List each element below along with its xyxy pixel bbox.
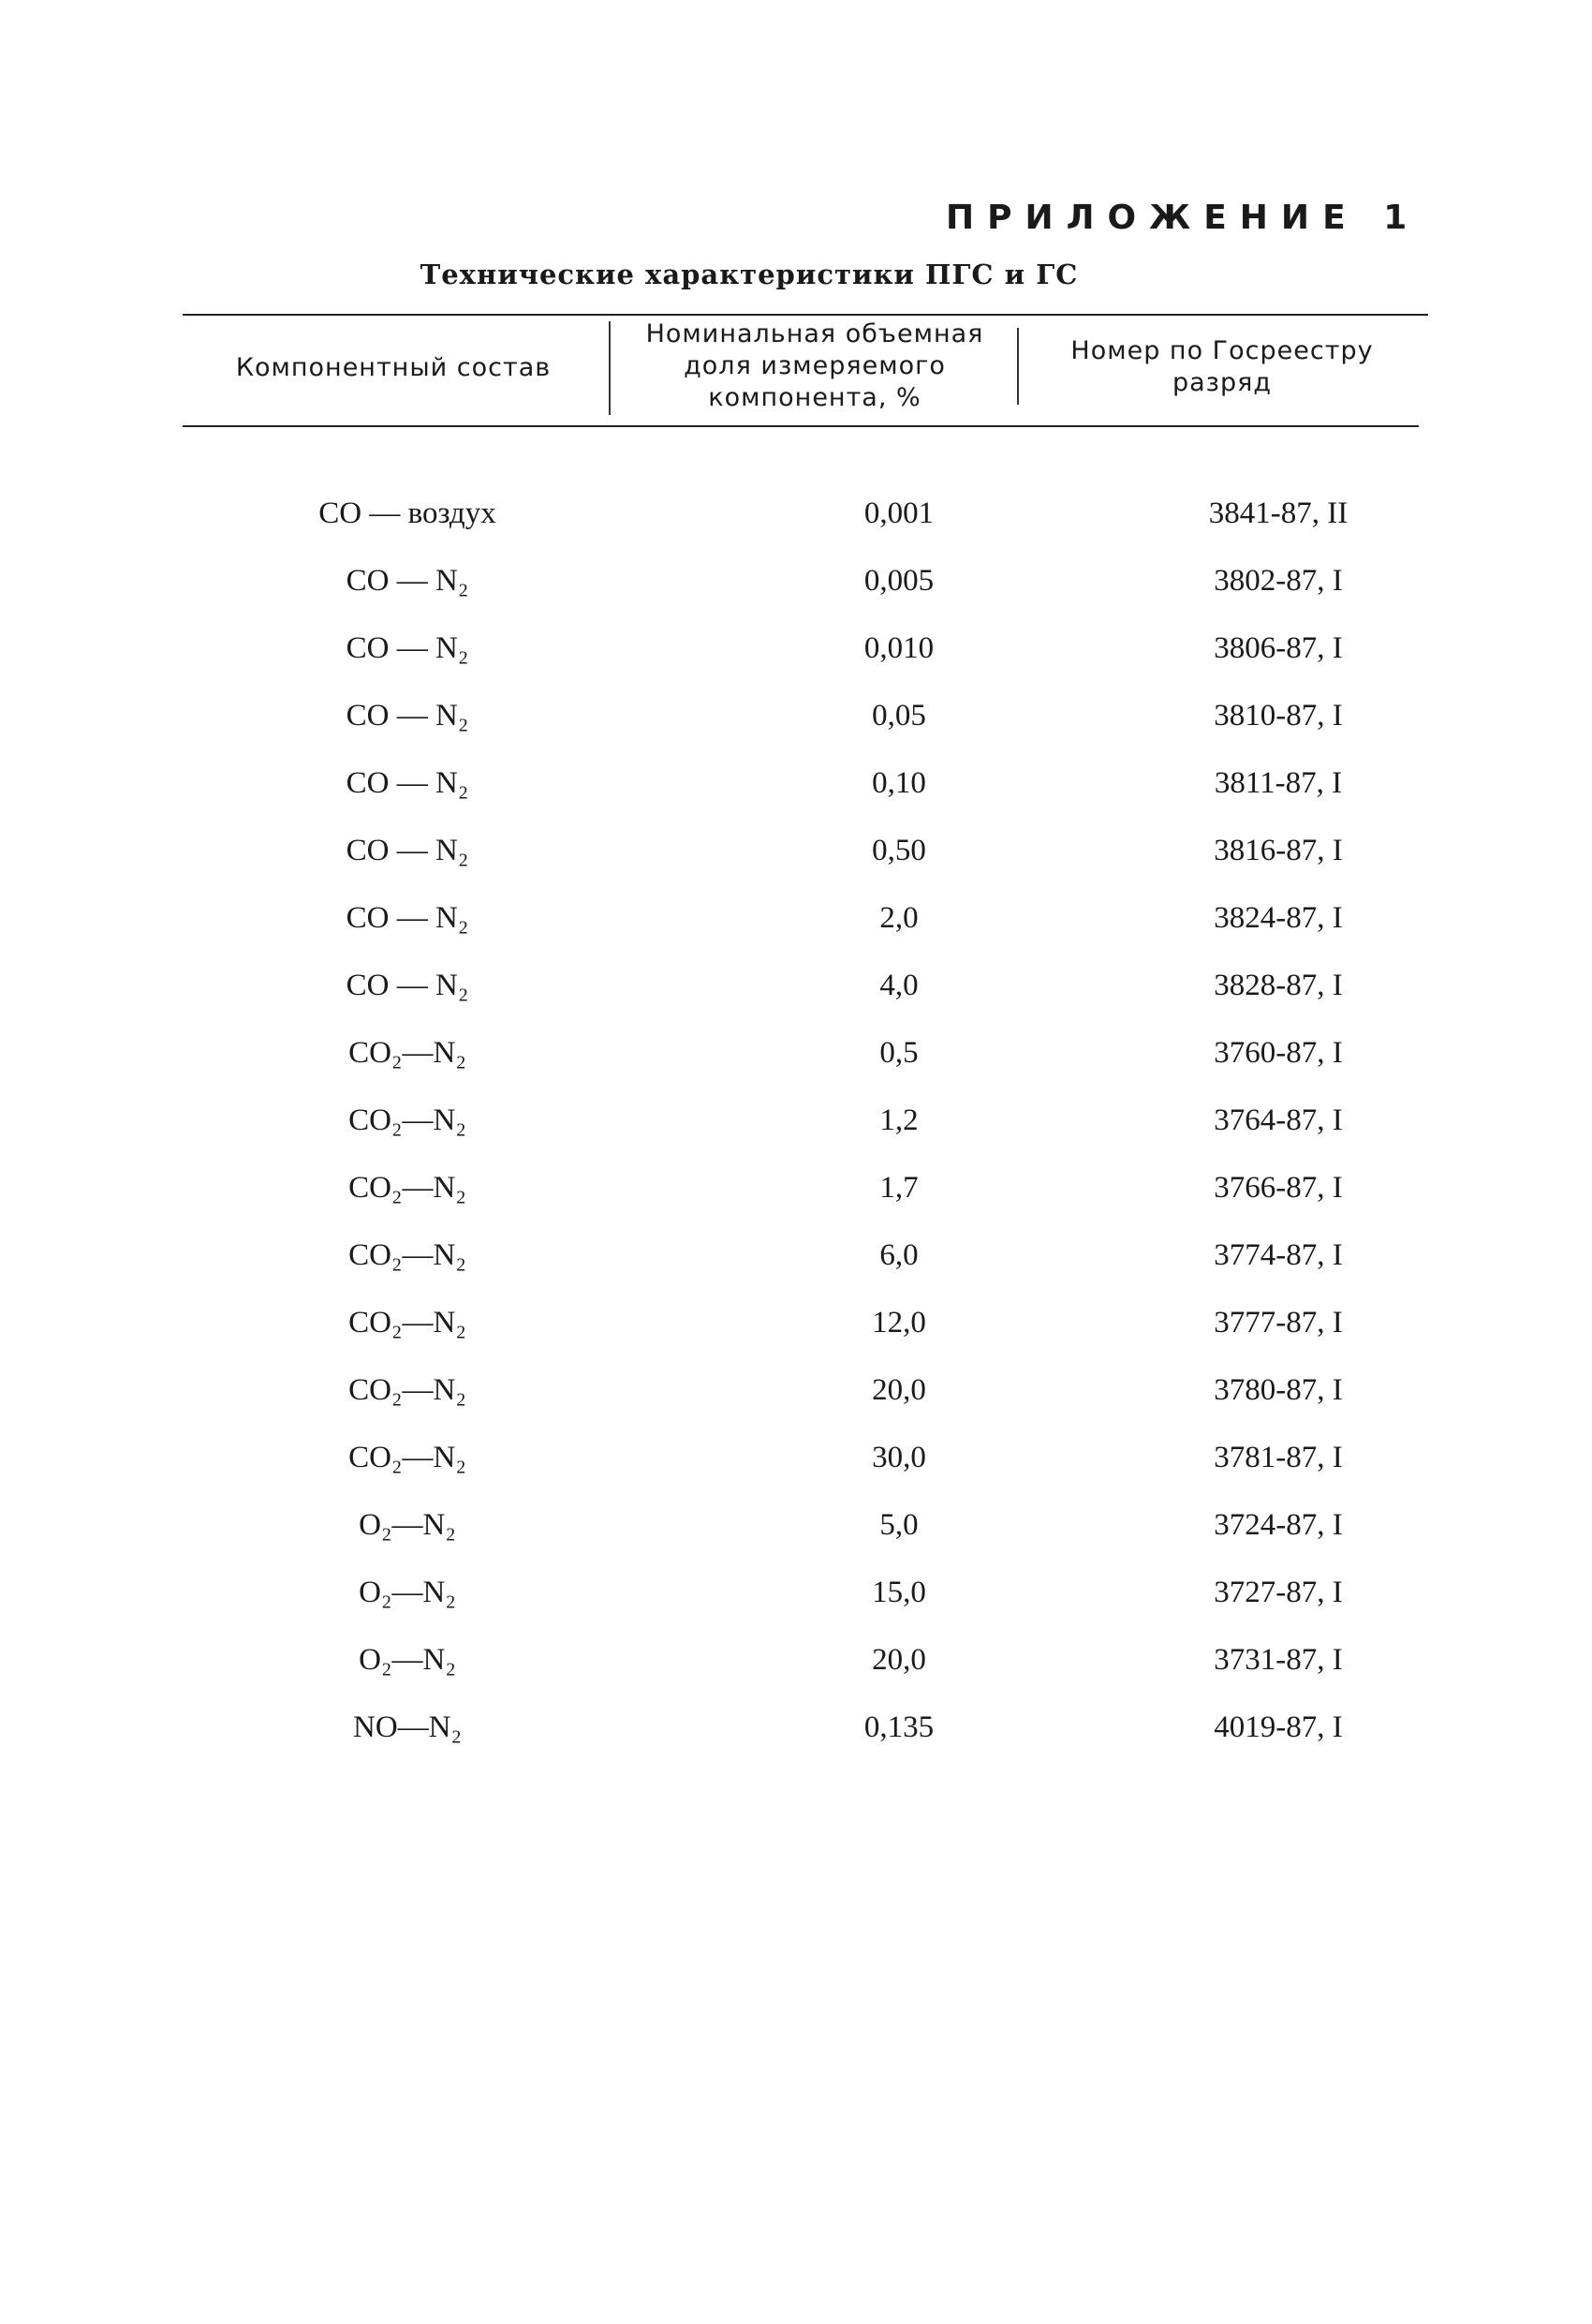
fraction-cell: 5,0 <box>879 1508 919 1542</box>
fraction-cell: 20,0 <box>872 1643 926 1677</box>
registry-cell: 4019-87, I <box>1214 1710 1343 1744</box>
column-header-component: Компонентный состав <box>235 353 552 382</box>
component-cell: CO — N₂ <box>346 969 469 1002</box>
registry-cell: 3806-87, I <box>1214 631 1343 665</box>
fraction-cell: 6,0 <box>879 1238 919 1272</box>
component-cell: CO — N₂ <box>346 766 469 800</box>
fraction-cell: 4,0 <box>879 969 919 1002</box>
registry-cell: 3774-87, I <box>1214 1238 1343 1272</box>
fraction-cell: 0,001 <box>863 496 935 530</box>
registry-cell: 3816-87, I <box>1214 834 1343 867</box>
registry-cell: 3781-87, I <box>1214 1441 1343 1474</box>
fraction-cell: 0,10 <box>872 766 926 800</box>
table-row <box>183 555 1428 622</box>
column-header-fraction <box>613 318 1016 414</box>
component-cell: CO₂—N₂ <box>348 1373 466 1407</box>
fraction-cell: 0,005 <box>863 564 935 598</box>
table-row <box>183 1296 1428 1364</box>
column-header-fraction-line: доля измеряемого <box>684 351 946 380</box>
table-row <box>183 959 1428 1027</box>
registry-cell: 3724-87, I <box>1214 1508 1343 1542</box>
component-cell: CO₂—N₂ <box>348 1306 466 1340</box>
component-cell: CO₂—N₂ <box>348 1171 466 1205</box>
registry-cell: 3824-87, I <box>1214 901 1343 935</box>
registry-cell: 3777-87, I <box>1214 1306 1343 1340</box>
component-cell: CO₂—N₂ <box>348 1441 466 1474</box>
fraction-cell: 1,2 <box>879 1103 919 1137</box>
appendix-heading: ПРИЛОЖЕНИЕ 1 <box>946 199 1421 237</box>
registry-cell: 3828-87, I <box>1214 969 1343 1002</box>
fraction-cell: 1,7 <box>879 1171 919 1205</box>
column-divider <box>1017 328 1019 405</box>
table-row <box>183 757 1428 824</box>
table-row <box>183 1431 1428 1499</box>
registry-cell: 3766-87, I <box>1214 1171 1343 1205</box>
component-cell: CO₂—N₂ <box>348 1238 466 1272</box>
component-cell: CO — N₂ <box>346 901 469 935</box>
table-body <box>183 487 1428 1769</box>
table-row <box>183 1634 1428 1701</box>
table-row <box>183 622 1428 689</box>
component-cell: CO — N₂ <box>346 564 469 598</box>
table-row <box>183 1566 1428 1634</box>
fraction-cell: 20,0 <box>872 1373 926 1407</box>
component-cell: O₂—N₂ <box>359 1508 456 1542</box>
table-header-rule <box>183 425 1419 427</box>
registry-cell: 3780-87, I <box>1214 1373 1343 1407</box>
registry-cell: 3760-87, I <box>1214 1036 1343 1070</box>
registry-cell: 3811-87, I <box>1214 766 1343 800</box>
component-cell: CO₂—N₂ <box>348 1103 466 1137</box>
column-header-fraction-line: Номинальная объемная <box>645 319 984 348</box>
table-row <box>183 892 1428 959</box>
registry-cell: 3810-87, I <box>1214 699 1343 733</box>
fraction-cell: 0,05 <box>872 699 926 733</box>
table-row <box>183 824 1428 892</box>
table-top-rule <box>183 314 1428 316</box>
registry-cell: 3841-87, II <box>1208 496 1349 530</box>
table-row <box>183 689 1428 757</box>
fraction-cell: 15,0 <box>872 1576 926 1609</box>
table-row <box>183 1229 1428 1296</box>
fraction-cell: 0,50 <box>872 834 926 867</box>
component-cell: CO — N₂ <box>346 834 469 867</box>
table-row <box>183 1162 1428 1229</box>
column-header-fraction-line: компонента, % <box>708 383 921 412</box>
component-cell: O₂—N₂ <box>359 1643 456 1677</box>
table-row <box>183 1364 1428 1431</box>
table-row <box>183 487 1428 555</box>
fraction-cell: 0,135 <box>863 1710 935 1744</box>
fraction-cell: 30,0 <box>872 1441 926 1474</box>
table-row <box>183 1499 1428 1566</box>
column-header-registry-line: разряд <box>1172 368 1273 397</box>
component-cell: CO — N₂ <box>346 699 469 733</box>
component-cell: NO—N₂ <box>353 1710 462 1744</box>
registry-cell: 3727-87, I <box>1214 1576 1343 1609</box>
table-row <box>183 1094 1428 1162</box>
component-cell: O₂—N₂ <box>359 1576 456 1609</box>
table-title: Технические характеристики ПГС и ГС <box>420 259 1079 290</box>
fraction-cell: 0,5 <box>879 1036 919 1070</box>
table-row <box>183 1027 1428 1094</box>
registry-cell: 3802-87, I <box>1214 564 1343 598</box>
fraction-cell: 2,0 <box>879 901 919 935</box>
fraction-cell: 0,010 <box>863 631 935 665</box>
fraction-cell: 12,0 <box>872 1306 926 1340</box>
component-cell: CO — N₂ <box>346 631 469 665</box>
column-divider <box>609 321 611 415</box>
column-header-registry <box>1021 335 1423 399</box>
registry-cell: 3764-87, I <box>1214 1103 1343 1137</box>
component-cell: CO — воздух <box>318 496 496 530</box>
column-header-registry-line: Номер по Госреестру <box>1070 336 1374 365</box>
component-cell: CO₂—N₂ <box>348 1036 466 1070</box>
table-row <box>183 1701 1428 1769</box>
registry-cell: 3731-87, I <box>1214 1643 1343 1677</box>
